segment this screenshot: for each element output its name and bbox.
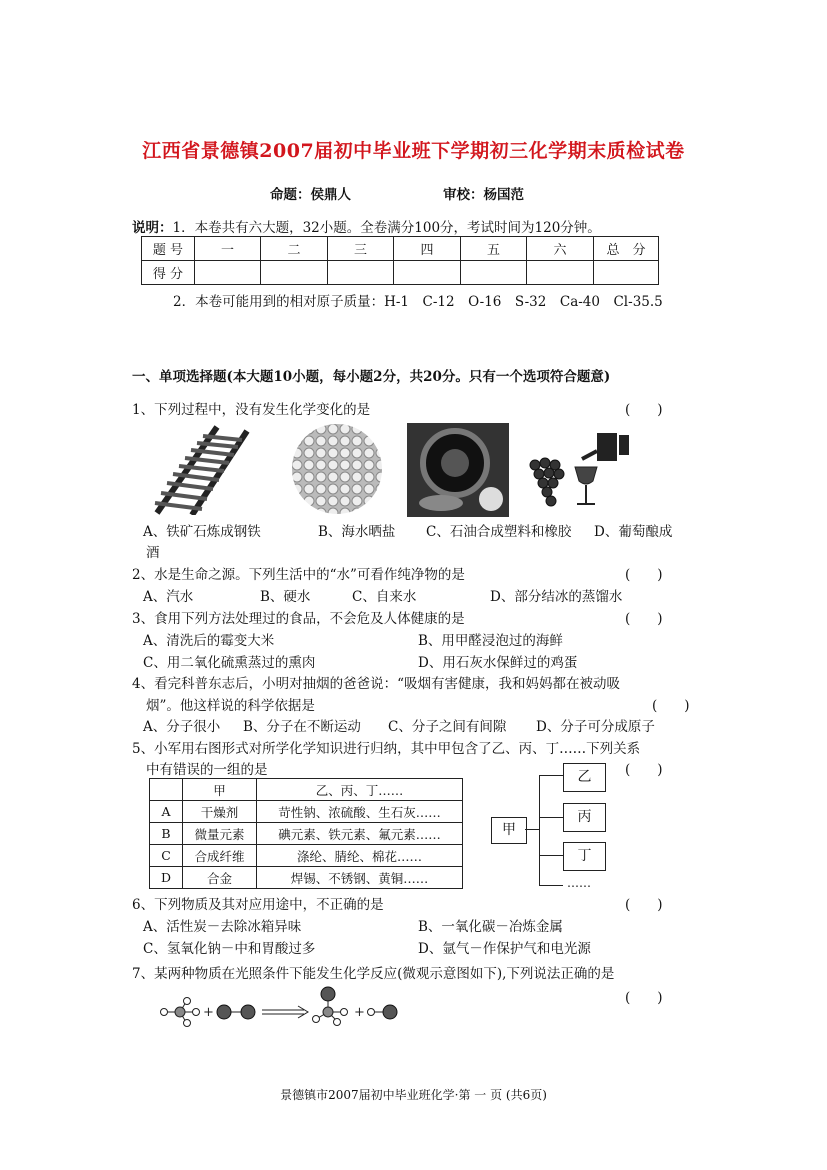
instructions-1	[132, 216, 601, 236]
diagram-child-box: 乙	[563, 763, 606, 792]
c-atom	[175, 1007, 185, 1017]
score-row-label: 得 分	[142, 261, 195, 285]
q5-row-key: D	[150, 867, 183, 889]
score-header-cell: 总 分	[594, 237, 659, 261]
score-header-cell: 二	[261, 237, 328, 261]
c-atom	[323, 1007, 333, 1017]
grape-wine-image	[527, 431, 631, 513]
score-cell[interactable]	[594, 261, 659, 285]
diagram-root-box: 甲	[491, 817, 527, 844]
q2-stem: 2、水是生命之源。下列生活中的“水”可看作纯净物的是	[132, 567, 465, 583]
q3-stem: 3、食用下列方法处理过的食品，不会危及人体健康的是	[132, 611, 465, 627]
q5-table	[149, 778, 463, 889]
exam-reviewer: 审校：杨国范	[443, 187, 524, 203]
q4-option-b[interactable]: B、分子在不断运动	[243, 719, 361, 735]
q4-option-d[interactable]: D、分子可分成原子	[536, 719, 655, 735]
h-atom	[313, 1016, 320, 1023]
diagram-connector	[539, 817, 563, 818]
q1-option-d-cont: 酒	[146, 545, 160, 561]
q5-table-row	[150, 823, 463, 845]
instructions-2: 2．本卷可能用到的相对原子质量：H-1 C-12 O-16 S-32 Ca-40 Cl-35.5	[173, 294, 663, 310]
q5-table-header	[150, 779, 463, 801]
diagram-connector	[539, 855, 563, 856]
score-cell[interactable]	[527, 261, 594, 285]
h-atom	[161, 1009, 168, 1016]
q5-row-category: 干燥剂	[183, 801, 257, 823]
q5-row-members: 焊锡、不锈钢、黄铜……	[257, 867, 463, 889]
score-cell[interactable]	[461, 261, 527, 285]
q1-option-d[interactable]: D、葡萄酿成	[594, 524, 673, 540]
h-atom	[334, 1019, 341, 1026]
q1-answer-paren[interactable]: ( )	[625, 402, 663, 418]
q2-option-d[interactable]: D、部分结冰的蒸馏水	[490, 589, 623, 605]
score-table-score-row	[142, 261, 659, 285]
q4-stem: 4、看完科普东志后，小明对抽烟的爸爸说：“吸烟有害健康，我和妈妈都在被动吸	[132, 676, 620, 692]
q3-option-b[interactable]: B、用甲醛浸泡过的海鲜	[418, 633, 563, 649]
q6-option-b[interactable]: B、一氧化碳－冶炼金属	[418, 919, 563, 935]
q7-stem: 7、某两种物质在光照条件下能发生化学反应(微观示意图如下),下列说法正确的是	[132, 966, 615, 982]
page-footer: 景德镇市2007届初中毕业班化学·第 一 页 (共6页)	[280, 1088, 547, 1102]
score-header-cell: 五	[461, 237, 527, 261]
score-header-cell: 题 号	[142, 237, 195, 261]
q4-answer-paren[interactable]: ( )	[652, 698, 690, 714]
q5-row-key: B	[150, 823, 183, 845]
plus-sign: +	[203, 1005, 214, 1020]
q7-answer-paren[interactable]: ( )	[625, 990, 663, 1006]
score-cell[interactable]	[328, 261, 394, 285]
exam-setter: 命题：侯鼎人	[270, 187, 351, 203]
q2-answer-paren[interactable]: ( )	[625, 567, 663, 583]
q5-table-row	[150, 845, 463, 867]
diagram-connector	[539, 775, 563, 776]
q5-header-cell	[150, 779, 183, 801]
q5-row-category: 合金	[183, 867, 257, 889]
q1-stem: 1、下列过程中，没有发生化学变化的是	[132, 402, 371, 418]
q5-answer-paren[interactable]: ( )	[625, 762, 663, 778]
diagram-child-box: 丙	[563, 803, 606, 832]
q3-answer-paren[interactable]: ( )	[625, 611, 663, 627]
score-table-header-row	[142, 237, 659, 261]
cl-atom	[321, 987, 335, 1001]
q5-row-members: 苛性钠、浓硫酸、生石灰……	[257, 801, 463, 823]
q5-row-category: 微量元素	[183, 823, 257, 845]
cl-atom	[241, 1005, 255, 1019]
h-atom	[368, 1009, 375, 1016]
score-header-cell: 一	[195, 237, 261, 261]
h-atom	[341, 1009, 348, 1016]
q4-option-c[interactable]: C、分子之间有间隙	[388, 719, 507, 735]
sea-salt-image	[291, 423, 383, 515]
q6-stem: 6、下列物质及其对应用途中，不正确的是	[132, 897, 384, 913]
reaction-schematic	[158, 984, 408, 1034]
q5-table-row	[150, 801, 463, 823]
q1-option-b[interactable]: B、海水晒盐	[318, 524, 396, 540]
q3-option-d[interactable]: D、用石灰水保鲜过的鸡蛋	[418, 655, 578, 671]
q4-stem-cont: 烟”。他这样说的科学依据是	[146, 698, 315, 714]
score-cell[interactable]	[195, 261, 261, 285]
diagram-connector	[539, 775, 540, 886]
q5-row-key: A	[150, 801, 183, 823]
rubber-tire-image	[407, 423, 509, 517]
railway-track-image	[147, 423, 251, 515]
q5-header-cell: 甲	[183, 779, 257, 801]
q6-option-d[interactable]: D、氩气－作保护气和电光源	[418, 941, 591, 957]
diagram-connector	[525, 829, 539, 830]
instructions-text-1: 1．本卷共有六大题，32小题。全卷满分100分，考试时间为120分钟。	[172, 220, 601, 236]
q5-header-cell: 乙、丙、丁……	[257, 779, 463, 801]
score-header-cell: 三	[328, 237, 394, 261]
plus-sign: +	[354, 1005, 365, 1020]
score-cell[interactable]	[394, 261, 461, 285]
q3-option-a[interactable]: A、清洗后的霉变大米	[143, 633, 275, 649]
q5-row-members: 涤纶、腈纶、棉花……	[257, 845, 463, 867]
reaction-arrow	[262, 1006, 308, 1018]
q1-option-c[interactable]: C、石油合成塑料和橡胶	[426, 524, 572, 540]
h-atom	[193, 1009, 200, 1016]
q2-option-c[interactable]: C、自来水	[352, 589, 417, 605]
score-table	[141, 236, 659, 285]
q6-option-c[interactable]: C、氢氧化钠－中和胃酸过多	[143, 941, 316, 957]
q4-option-a[interactable]: A、分子很小	[143, 719, 221, 735]
q2-option-b[interactable]: B、硬水	[260, 589, 311, 605]
score-cell[interactable]	[261, 261, 328, 285]
q5-stem-cont: 中有错误的一组的是	[146, 762, 268, 778]
diagram-connector	[539, 885, 563, 886]
diagram-more: ……	[567, 876, 591, 890]
q5-stem: 5、小军用右图形式对所学化学知识进行归纳，其中甲包含了乙、丙、丁……下列关系	[132, 741, 641, 757]
score-header-cell: 四	[394, 237, 461, 261]
q5-row-category: 合成纤维	[183, 845, 257, 867]
cl-atom	[383, 1005, 397, 1019]
q5-row-key: C	[150, 845, 183, 867]
q6-answer-paren[interactable]: ( )	[625, 897, 663, 913]
q3-option-c[interactable]: C、用二氧化硫熏蒸过的熏肉	[143, 655, 316, 671]
h-atom	[184, 998, 191, 1005]
cl-atom	[217, 1005, 231, 1019]
q2-option-a[interactable]: A、汽水	[143, 589, 194, 605]
q5-row-members: 碘元素、铁元素、氟元素……	[257, 823, 463, 845]
page-title: 江西省景德镇2007届初中毕业班下学期初三化学期末质检试卷	[142, 140, 685, 162]
instructions-label: 说明：	[132, 220, 173, 236]
h-atom	[184, 1020, 191, 1027]
score-header-cell: 六	[527, 237, 594, 261]
q1-option-a[interactable]: A、铁矿石炼成钢铁	[143, 524, 261, 540]
diagram-child-box: 丁	[563, 842, 606, 871]
section-1-heading: 一、单项选择题(本大题10小题，每小题2分，共20分。只有一个选项符合题意)	[132, 369, 611, 385]
q5-table-row	[150, 867, 463, 889]
q6-option-a[interactable]: A、活性炭－去除冰箱异味	[143, 919, 302, 935]
